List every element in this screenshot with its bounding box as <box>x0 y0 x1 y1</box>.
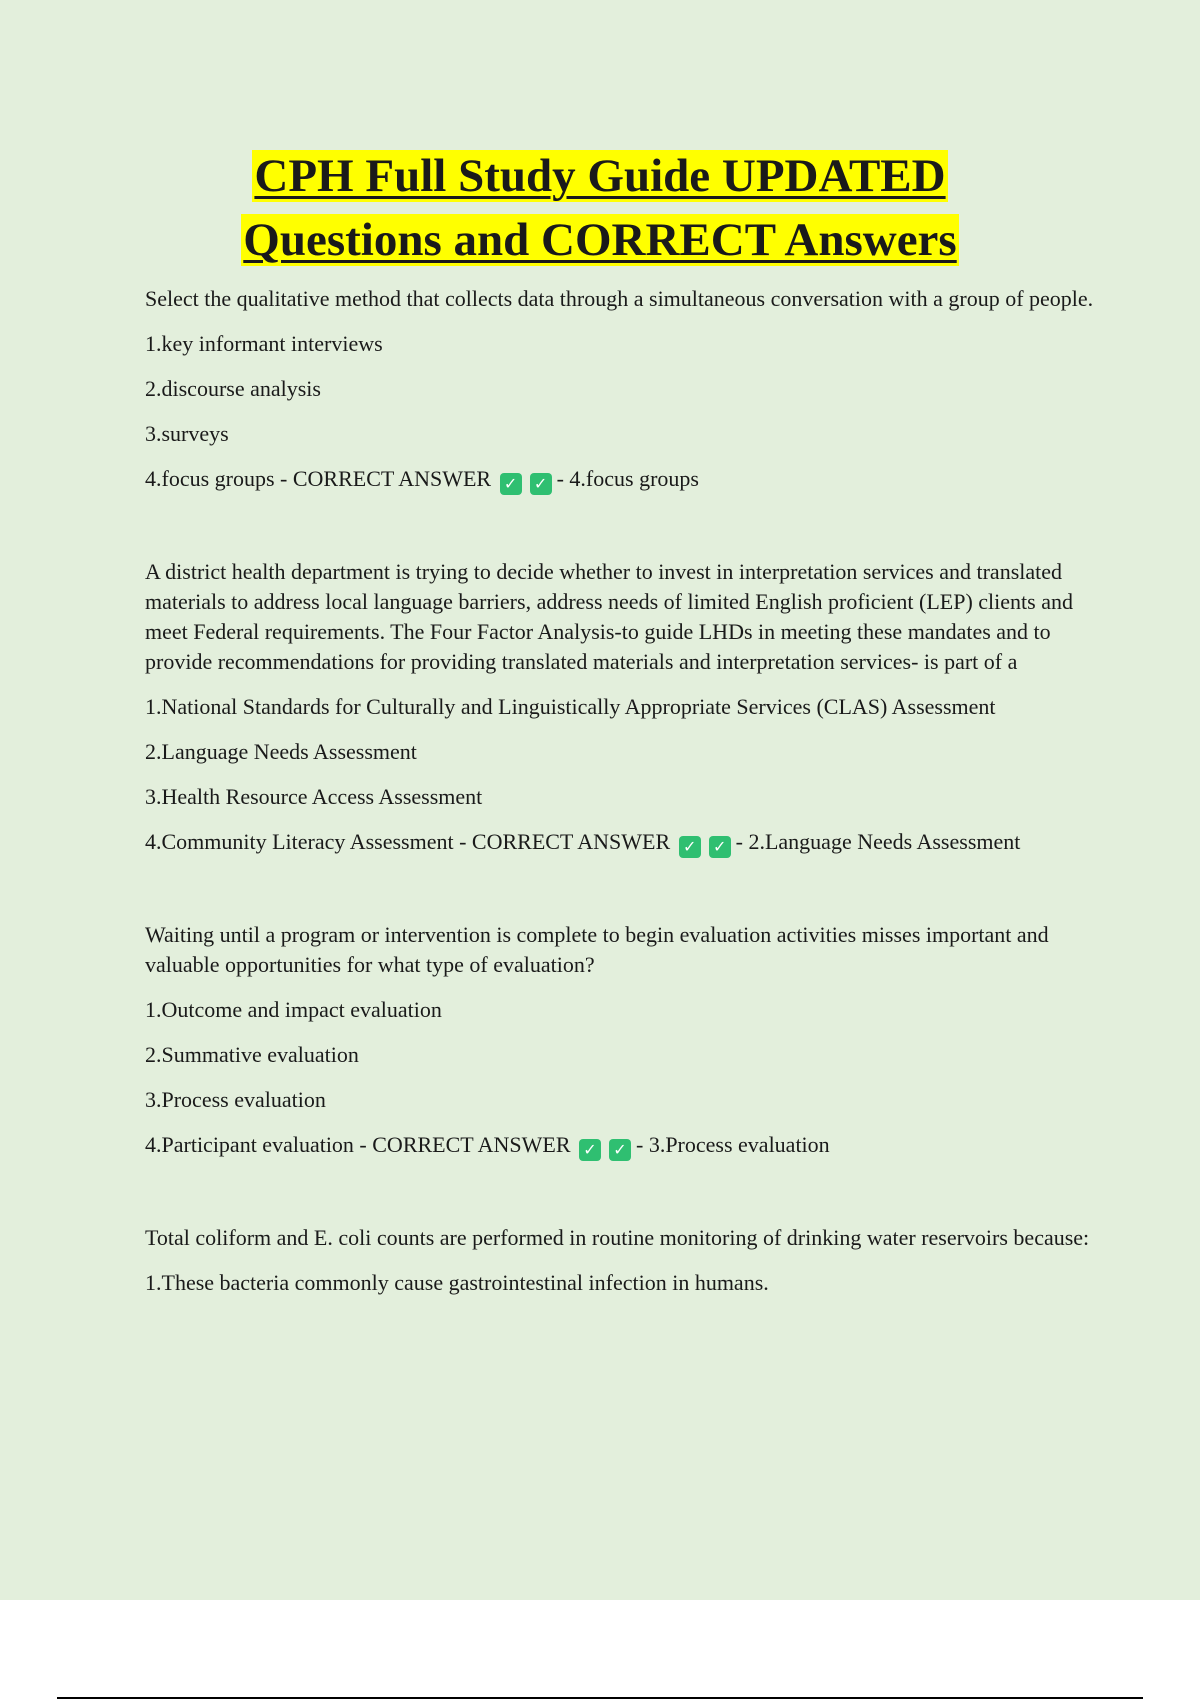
question-block <box>145 284 1095 495</box>
answer-option: 1.National Standards for Culturally and Linguistically Appropriate Services (CLAS) Assessment <box>145 694 996 719</box>
answer-option: 3.surveys <box>145 421 229 446</box>
answer-option: 4.focus groups - CORRECT ANSWER <box>145 466 492 491</box>
title-line-2: Questions and CORRECT Answers <box>243 214 957 266</box>
answer-option: 3.Health Resource Access Assessment <box>145 784 483 809</box>
answer-option: 1.These bacteria commonly cause gastrointestinal infection in humans. <box>145 1270 769 1295</box>
check-mark-icon: ✓ <box>500 473 522 495</box>
question-block <box>145 1223 1095 1298</box>
check-mark-icon: ✓ <box>579 1139 601 1161</box>
correct-answer: - 4.focus groups <box>556 466 699 491</box>
answer-option: 2.discourse analysis <box>145 376 321 401</box>
title-line-1: CPH Full Study Guide UPDATED <box>254 150 946 202</box>
answer-option: 4.Participant evaluation - CORRECT ANSWER <box>145 1132 571 1157</box>
correct-answer-line <box>145 1130 1095 1161</box>
check-mark-icon: ✓ <box>530 473 552 495</box>
check-mark-icon: ✓ <box>679 836 701 858</box>
question-block <box>145 920 1095 1161</box>
question-block <box>145 557 1095 858</box>
answer-option: 1.Outcome and impact evaluation <box>145 997 442 1022</box>
document-title <box>0 144 1200 272</box>
answer-option: 2.Language Needs Assessment <box>145 739 417 764</box>
correct-answer: - 3.Process evaluation <box>636 1132 830 1157</box>
answer-option: 2.Summative evaluation <box>145 1042 359 1067</box>
answer-option: 4.Community Literacy Assessment - CORRECT ANSWER <box>145 829 671 854</box>
document-body <box>145 284 1095 1313</box>
answer-option: 3.Process evaluation <box>145 1087 326 1112</box>
correct-answer: - 2.Language Needs Assessment <box>735 829 1021 854</box>
correct-answer-line <box>145 827 1095 858</box>
footer-rule <box>57 1697 1143 1699</box>
question-prompt: Waiting until a program or intervention is complete to begin evaluation activities misses important and valuable opportunities for what type of evaluation? <box>145 922 1049 977</box>
answer-option: 1.key informant interviews <box>145 331 383 356</box>
question-prompt: A district health department is trying to decide whether to invest in interpretation services and translated materials to address local language barriers, address needs of limited English proficient (LEP) clients and meet Federal requirements. The Four Factor Analysis-to guide LHDs in meeting these mandates and to provide recommendations for providing translated materials and interpretation services- is part of a <box>145 559 1073 674</box>
correct-answer-line <box>145 464 1095 495</box>
question-prompt: Select the qualitative method that collects data through a simultaneous conversation with a group of people. <box>145 286 1094 311</box>
check-mark-icon: ✓ <box>609 1139 631 1161</box>
question-prompt: Total coliform and E. coli counts are performed in routine monitoring of drinking water reservoirs because: <box>145 1225 1090 1250</box>
check-mark-icon: ✓ <box>709 836 731 858</box>
